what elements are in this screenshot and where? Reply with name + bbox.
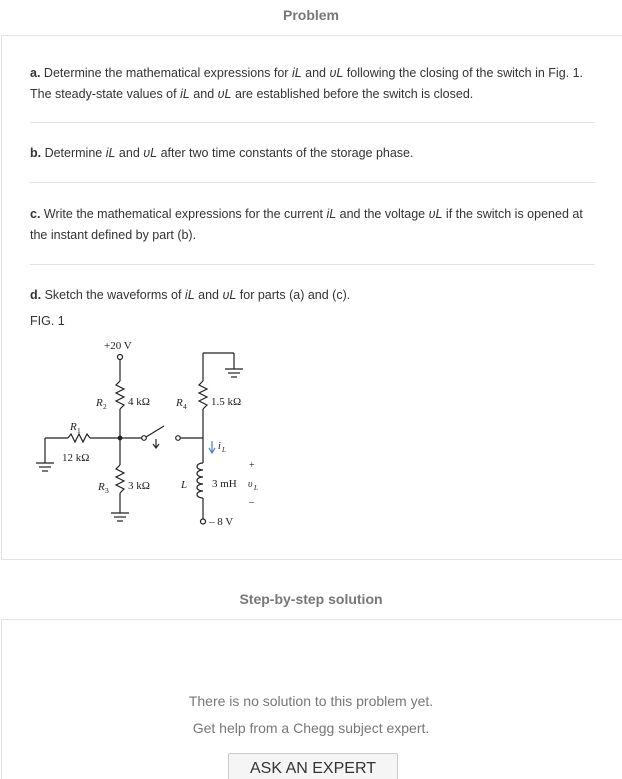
divider — [30, 264, 595, 265]
question-a-text: are established before the switch is closed. — [231, 87, 474, 101]
r3-sub: 3 — [105, 486, 109, 495]
question-d-text: and — [194, 288, 223, 302]
solution-heading: Step-by-step solution — [239, 591, 383, 607]
problem-heading: Problem — [282, 7, 339, 23]
question-a-var: iL — [291, 66, 302, 80]
question-c-label: c. — [30, 207, 41, 221]
il-sub: L — [222, 446, 226, 454]
l-value: 3 mH — [212, 478, 237, 490]
question-d — [30, 285, 595, 306]
question-a-label: a. — [30, 66, 41, 80]
question-c-var: υL — [428, 207, 443, 221]
question-d-var: iL — [184, 288, 195, 302]
vl-sub: L — [254, 484, 258, 492]
question-a-text: and — [301, 66, 330, 80]
question-d-label: d. — [30, 288, 42, 302]
question-d-var: υL — [222, 288, 237, 302]
question-d-text: for parts (a) and (c). — [236, 288, 351, 302]
question-b-var: iL — [105, 146, 116, 160]
question-b-text: Determine — [41, 146, 106, 160]
r2-value: 4 kΩ — [128, 396, 150, 408]
expert-help-message: Get help from a Chegg subject expert. — [192, 720, 430, 736]
question-b-var: υL — [143, 146, 158, 160]
ground-symbol — [111, 513, 129, 521]
r3-value: 3 kΩ — [128, 480, 150, 492]
circuit-diagram — [32, 335, 272, 535]
switch-terminal — [176, 436, 181, 441]
no-solution-message: There is no solution to this problem yet. — [188, 693, 434, 709]
question-a-var: υL — [329, 66, 344, 80]
question-d-text: Sketch the waveforms of — [41, 288, 185, 302]
r2-resistor — [116, 381, 124, 409]
r1-sub: 1 — [77, 426, 81, 435]
r3-name: R — [98, 481, 105, 493]
neg-supply-terminal — [201, 519, 206, 524]
figure-label: FIG. 1 — [30, 314, 65, 328]
supply-terminal — [118, 355, 123, 360]
question-c-var: iL — [326, 207, 337, 221]
r1-name: R — [70, 421, 77, 433]
switch-blade — [146, 426, 164, 437]
r1-resistor — [68, 434, 90, 442]
inductor — [197, 463, 203, 498]
r4-name: R — [176, 397, 183, 409]
question-a — [30, 63, 595, 105]
divider — [30, 122, 595, 123]
question-a-text: Determine the mathematical expressions for — [40, 66, 292, 80]
question-a-var: υL — [217, 87, 232, 101]
switch-terminal — [142, 436, 147, 441]
neg-supply-label: – 8 V — [209, 516, 234, 528]
l-name: L — [181, 479, 188, 491]
r4-sub: 4 — [183, 402, 187, 411]
r2-name: R — [96, 397, 103, 409]
plus-sign: + — [249, 460, 255, 471]
question-c — [30, 204, 595, 246]
question-a-text: and — [189, 87, 218, 101]
vl-label: υ — [248, 479, 253, 490]
supply-label: +20 V — [104, 340, 132, 352]
r4-value: 1.5 kΩ — [211, 396, 242, 408]
ground-symbol — [36, 463, 54, 471]
question-b-text: and — [115, 146, 144, 160]
question-a-var: iL — [180, 87, 190, 101]
r2-sub: 2 — [103, 402, 107, 411]
divider — [30, 182, 595, 183]
question-b-text: after two time constants of the storage phase. — [157, 146, 414, 160]
r4-resistor — [199, 381, 207, 409]
question-c-text: Write the mathematical expressions for the current — [40, 207, 327, 221]
minus-sign: – — [249, 497, 254, 508]
question-b-label: b. — [30, 146, 42, 160]
question-c-text: and the voltage — [336, 207, 429, 221]
question-a-text: following the closing of the switch in Fig. 1. The steady-state values of — [30, 66, 584, 101]
question-c-text: if the switch is opened at the instant defined by part (b). — [30, 207, 583, 242]
r1-value: 12 kΩ — [62, 452, 90, 464]
ground-symbol — [225, 369, 243, 377]
ask-an-expert-button[interactable]: ASK AN EXPERT — [228, 753, 398, 779]
question-b — [30, 143, 595, 164]
il-label: i — [218, 441, 221, 452]
r3-resistor — [116, 465, 124, 493]
